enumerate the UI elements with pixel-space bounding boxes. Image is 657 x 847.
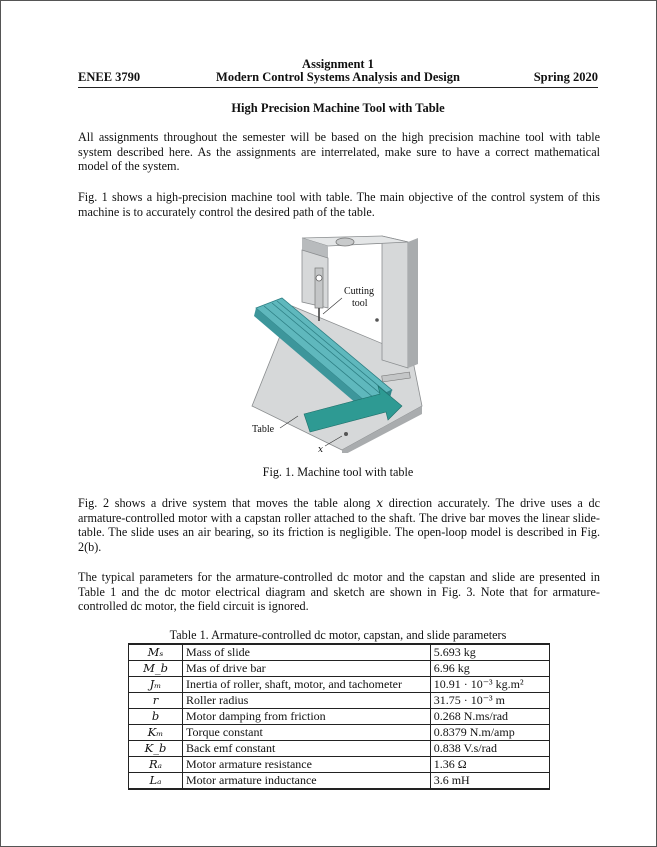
table-cell-value: 10.91 · 10⁻³ kg.m² (430, 677, 549, 693)
figure-1-caption: Fig. 1. Machine tool with table (262, 465, 414, 479)
assignment-number: Assignment 1 (302, 57, 374, 71)
spindle-cap (336, 238, 354, 246)
p3-text-b: direction accurately. The drive uses a dc armature-controlled motor with a capstan roller attached to the shaft. The drive bar moves the linear slide-table. The slide uses an air bearing, so its friction is negligible. The open-loop model is described in Fig. 2(b). (78, 496, 600, 554)
table-cell-description: Motor armature inductance (183, 773, 431, 790)
table-cell-symbol: r (129, 693, 183, 709)
table-1-caption: Table 1. Armature-controlled dc motor, capstan, and slide parameters (169, 628, 507, 642)
table-cell-value: 3.6 mH (430, 773, 549, 790)
label-table: Table (252, 424, 275, 435)
table-cell-symbol: Lₐ (129, 773, 183, 790)
table-cell-value: 31.75 · 10⁻³ m (430, 693, 549, 709)
table-cell-value: 6.96 kg (430, 661, 549, 677)
term: Spring 2020 (533, 70, 598, 84)
table-cell-value: 1.36 Ω (430, 757, 549, 773)
table-cell-value: 0.8379 N.m/amp (430, 725, 549, 741)
table-cell-description: Motor damping from friction (183, 709, 431, 725)
table-row (129, 725, 550, 741)
paragraph-intro: All assignments throughout the semester will be based on the high precision machine tool with table system described here. As the assignments are interrelated, make sure to have a correct mathematical model of the system. (78, 130, 600, 174)
right-column (382, 236, 408, 368)
table-row (129, 644, 550, 661)
p3-variable-x: x (376, 496, 384, 510)
table-cell-description: Mas of drive bar (183, 661, 431, 677)
machine-tool-figure (232, 228, 444, 453)
table-cell-symbol: Kₘ (129, 725, 183, 741)
document-header (78, 57, 598, 88)
table-row (129, 741, 550, 757)
table-cell-symbol: M_b (129, 661, 183, 677)
table-row (129, 757, 550, 773)
paragraph-fig1-description: Fig. 1 shows a high-precision machine tool with table. The main objective of the control system of this machine is to accurately control the desired path of the table. (78, 190, 600, 219)
document-title: High Precision Machine Tool with Table (231, 101, 445, 115)
table-row (129, 693, 550, 709)
table-cell-description: Inertia of roller, shaft, motor, and tachometer (183, 677, 431, 693)
course-title: Modern Control Systems Analysis and Design (216, 70, 460, 84)
table-cell-value: 5.693 kg (430, 644, 549, 661)
table-cell-description: Mass of slide (183, 644, 431, 661)
table-cell-symbol: Jₘ (129, 677, 183, 693)
p3-text-a: Fig. 2 shows a drive system that moves the table along (78, 496, 377, 510)
label-tool: tool (352, 298, 368, 309)
table-cell-symbol: b (129, 709, 183, 725)
table-cell-value: 0.838 V.s/rad (430, 741, 549, 757)
label-x: x (318, 445, 324, 453)
table-cell-description: Back emf constant (183, 741, 431, 757)
table-row (129, 677, 550, 693)
table-cell-symbol: Mₛ (129, 644, 183, 661)
table-row (129, 773, 550, 790)
table-cell-description: Torque constant (183, 725, 431, 741)
table-row (129, 661, 550, 677)
label-cutting: Cutting (344, 286, 375, 297)
table-cell-description: Roller radius (183, 693, 431, 709)
paragraph-parameters: The typical parameters for the armature-controlled dc motor and the capstan and slide are presented in Table 1 and the dc motor electrical diagram and sketch are shown in Fig. 3. Note that for armature-controlled dc motor, the field circuit is ignored. (78, 570, 600, 614)
table-cell-description: Motor armature resistance (183, 757, 431, 773)
table-row (129, 709, 550, 725)
table-cell-symbol: K_b (129, 741, 183, 757)
table-cell-symbol: Rₐ (129, 757, 183, 773)
parameters-table (128, 643, 550, 790)
course-code: ENEE 3790 (78, 70, 141, 84)
paragraph-drive-system (78, 496, 600, 554)
table-cell-value: 0.268 N.ms/rad (430, 709, 549, 725)
